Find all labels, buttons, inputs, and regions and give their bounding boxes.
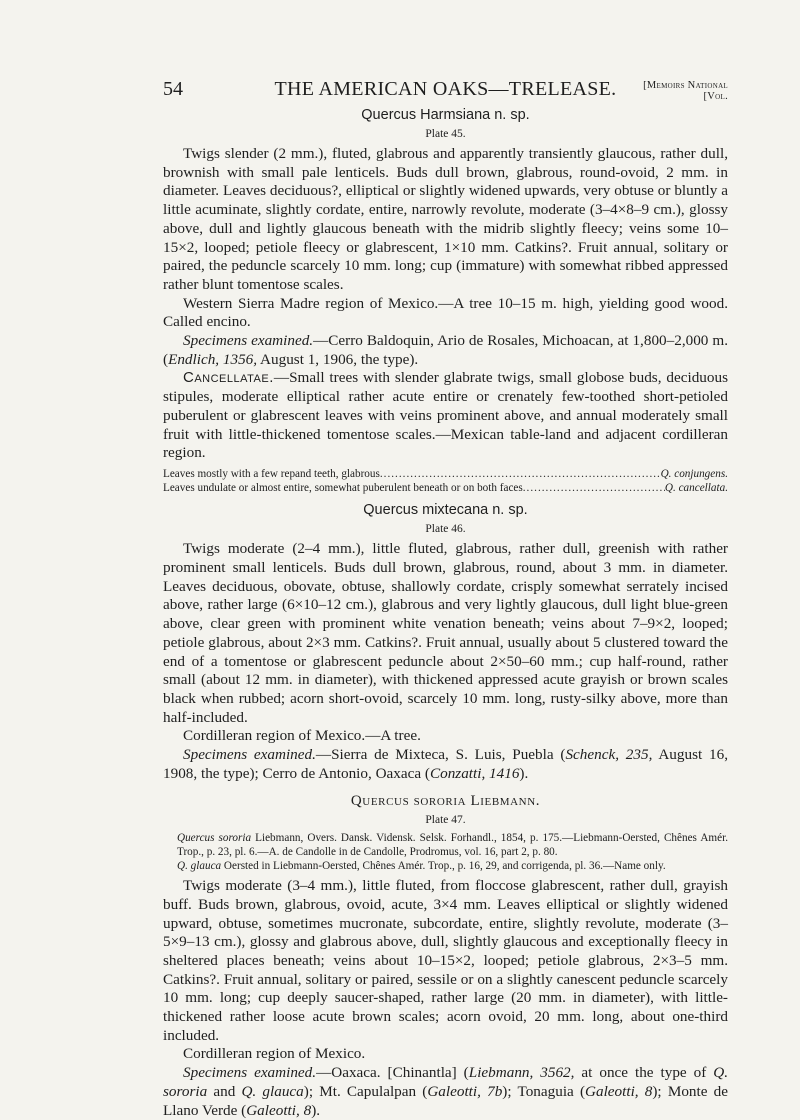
key-result: Q. cancellata. bbox=[664, 482, 728, 495]
collector-ref: Galeotti, 7b bbox=[427, 1082, 503, 1100]
collector-ref: Conzatti, 1416 bbox=[429, 764, 520, 782]
specimens-text: ); Tonaguia ( bbox=[502, 1082, 586, 1100]
collector-ref: Liebmann, 3562, bbox=[468, 1064, 575, 1082]
specimens-label: Specimens examined. bbox=[183, 332, 314, 350]
specimens-text: —Oaxaca. [Chinantla] ( bbox=[316, 1064, 469, 1082]
page-number: 54 bbox=[163, 78, 183, 100]
species-ref: Q. glauca bbox=[241, 1082, 304, 1100]
series-title bbox=[643, 80, 728, 102]
specimens-label: Specimens examined. bbox=[183, 1064, 317, 1082]
collector-ref: Endlich, 1356, bbox=[168, 350, 258, 368]
range-mixtecana: Cordilleran region of Mexico.—A tree. bbox=[183, 727, 421, 745]
text-column bbox=[163, 104, 728, 1120]
synonymy-entry bbox=[163, 859, 728, 873]
series-line-1: [Memoirs National bbox=[643, 80, 728, 91]
species-heading-harmsiana: Quercus Harmsiana n. sp. bbox=[361, 107, 530, 123]
running-title: THE AMERICAN OAKS—TRELEASE. bbox=[274, 78, 617, 100]
synonym-name: Q. glauca bbox=[177, 859, 222, 872]
species-ref: Q. sororia bbox=[163, 1064, 729, 1100]
specimens-text: ); Mt. Capulalpan ( bbox=[303, 1082, 428, 1100]
group-cancellatae bbox=[163, 369, 728, 463]
identification-key bbox=[163, 467, 728, 495]
specimens-text: ). bbox=[519, 764, 529, 782]
specimens-text: at once the type of bbox=[574, 1064, 714, 1082]
group-description: —Small trees with slender glabrate twigs, small globose buds, deciduous stipules, moderate elliptical rather acute entire or crenately few-toothed short-petioled puberulent or glabrescent leaves with veins prominent above, and annual moderately small fruit with little-thickened tomentose scales.—Mexican table-land and adjacent cordilleran region. bbox=[163, 369, 728, 462]
synonymy-entry bbox=[163, 831, 728, 859]
specimens-text: and bbox=[207, 1082, 242, 1100]
group-name: Cancellatae. bbox=[183, 369, 274, 387]
species-heading-sororia: Quercus sororia Liebmann. bbox=[350, 792, 541, 809]
specimens-text: —Sierra de Mixteca, S. Luis, Puebla ( bbox=[315, 746, 566, 764]
description-harmsiana: Twigs slender (2 mm.), fluted, glabrous and apparently transiently glaucous, rather dull, brownish with small pale lenticels. Buds dull brown, glabrous, round-ovoid, 2 mm. in diameter. Leaves deciduous?, elliptical or slightly widened upwards, very obtuse or bluntly a little acuminate, slightly cordate, entire, narrowly revolute, moderate (3–4×8–9 cm.), glossy above, dull and lightly glaucous beneath with the midrib slightly fleecy; veins some 10–15×2, looped; petiole fleecy or glabrescent, 1×10 mm. Catkins?. Fruit annual, solitary or paired, the peduncle scarcely 10 mm. long; cup (immature) with somewhat ribbed appressed rather blunt tomentose scales. bbox=[163, 145, 728, 293]
key-text: Leaves undulate or almost entire, somewhat puberulent beneath or on both faces bbox=[163, 482, 523, 495]
plate-reference-46: Plate 46. bbox=[425, 523, 466, 536]
species-heading-mixtecana: Quercus mixtecana n. sp. bbox=[363, 502, 528, 519]
synonym-name: Quercus sororia bbox=[177, 831, 252, 844]
range-harmsiana: Western Sierra Madre region of Mexico.—A tree 10–15 m. high, yielding good wood. Called encino. bbox=[163, 294, 728, 331]
collector-ref: Galeotti, 8 bbox=[246, 1101, 312, 1119]
key-row bbox=[163, 467, 728, 481]
collector-ref: Galeotti, 8 bbox=[585, 1082, 653, 1100]
description-sororia: Twigs moderate (3–4 mm.), little fluted, from floccose glabrescent, rather dull, grayish buff. Buds brown, glabrous, ovoid, acute, 3×4 mm. Leaves elliptical or slightly widened upward, obtuse, sometimes mucronate, subcordate, entire, slightly revolute, moderate (3–5×9–13 cm.), glossy and glabrous above, dull, slightly glaucous and exceptionally fleecy in sheltered places beneath; veins about 10–15×2, looped; petiole glabrous, 2×3–5 mm. Catkins?. Fruit annual, solitary or paired, sessile or on a slightly canescent peduncle scarcely 10 mm. long; cup deeply saucer-shaped, rather large (20 mm. in diameter), with little-thickened rather loose acute brown scales; acorn ovoid, 20 mm. long, about one-third included. bbox=[163, 877, 728, 1044]
specimens-text: ); Monte de Llano Verde ( bbox=[163, 1082, 729, 1119]
specimens-sororia bbox=[163, 1064, 728, 1120]
range-sororia: Cordilleran region of Mexico. bbox=[183, 1045, 366, 1063]
leader-dots bbox=[380, 467, 661, 481]
specimens-text: August 16, 1908, the type); Cerro de Antonio, Oaxaca ( bbox=[163, 746, 728, 782]
synonym-citation: Oersted in Liebmann-Oersted, Chênes Amér. Trop., p. 16, 29, and corrigenda, pl. 36.—Name only. bbox=[221, 859, 666, 872]
description-mixtecana: Twigs moderate (2–4 mm.), little fluted, glabrous, rather dull, greenish with rather prominent small lenticels. Buds dull brown, glabrous, round, about 3 mm. in diameter. Leaves deciduous, obovate, obtuse, shallowly cordate, crisply somewhat serrately incised above, rather large (6×10–12 cm.), glabrous and very lightly glaucous, dull light blue-green above, clear green with prominent white venation beneath; veins about 7–9×2, looped; petiole glabrous, about 2×3 mm. Catkins?. Fruit annual, usually about 5 clustered toward the end of a tomentose or glabrescent peduncle about 2×50–60 mm.; cup half-round, rather small (about 12 mm. in diameter), with thickened appressed acute grayish or brown scales black when rubbed; acorn short-ovoid, scarcely 10 mm. long, rusty-silky above, more than half-included. bbox=[163, 540, 728, 726]
plate-reference-45: Plate 45. bbox=[425, 128, 466, 140]
synonym-citation: Liebmann, Overs. Dansk. Vidensk. Selsk. Forhandl., 1854, p. 175.—Liebmann-Oersted, Chênes Amér. Trop., p. 23, pl. 6.—A. de Candolle in de Candolle, Prodromus, vol. 16, part 2, p. 80. bbox=[177, 831, 728, 858]
plate-reference-47: Plate 47. bbox=[425, 813, 466, 826]
specimens-mixtecana bbox=[163, 746, 728, 783]
specimens-harmsiana bbox=[163, 332, 728, 369]
specimens-text: —Cerro Baldoquin, Ario de Rosales, Michoacan, at 1,800–2,000 m. ( bbox=[163, 332, 729, 368]
key-result: Q. conjungens. bbox=[660, 467, 728, 480]
page-header bbox=[163, 78, 728, 106]
synonymy bbox=[163, 831, 728, 874]
specimens-tail: August 1, 1906, the type). bbox=[257, 350, 419, 368]
leader-dots bbox=[523, 481, 665, 495]
key-row bbox=[163, 481, 728, 495]
specimens-label: Specimens examined. bbox=[183, 746, 316, 764]
series-line-2: [Vol. bbox=[703, 91, 728, 102]
key-text: Leaves mostly with a few repand teeth, glabrous bbox=[163, 467, 380, 480]
collector-ref: Schenck, 235, bbox=[565, 746, 653, 764]
specimens-text: ). bbox=[311, 1101, 321, 1119]
